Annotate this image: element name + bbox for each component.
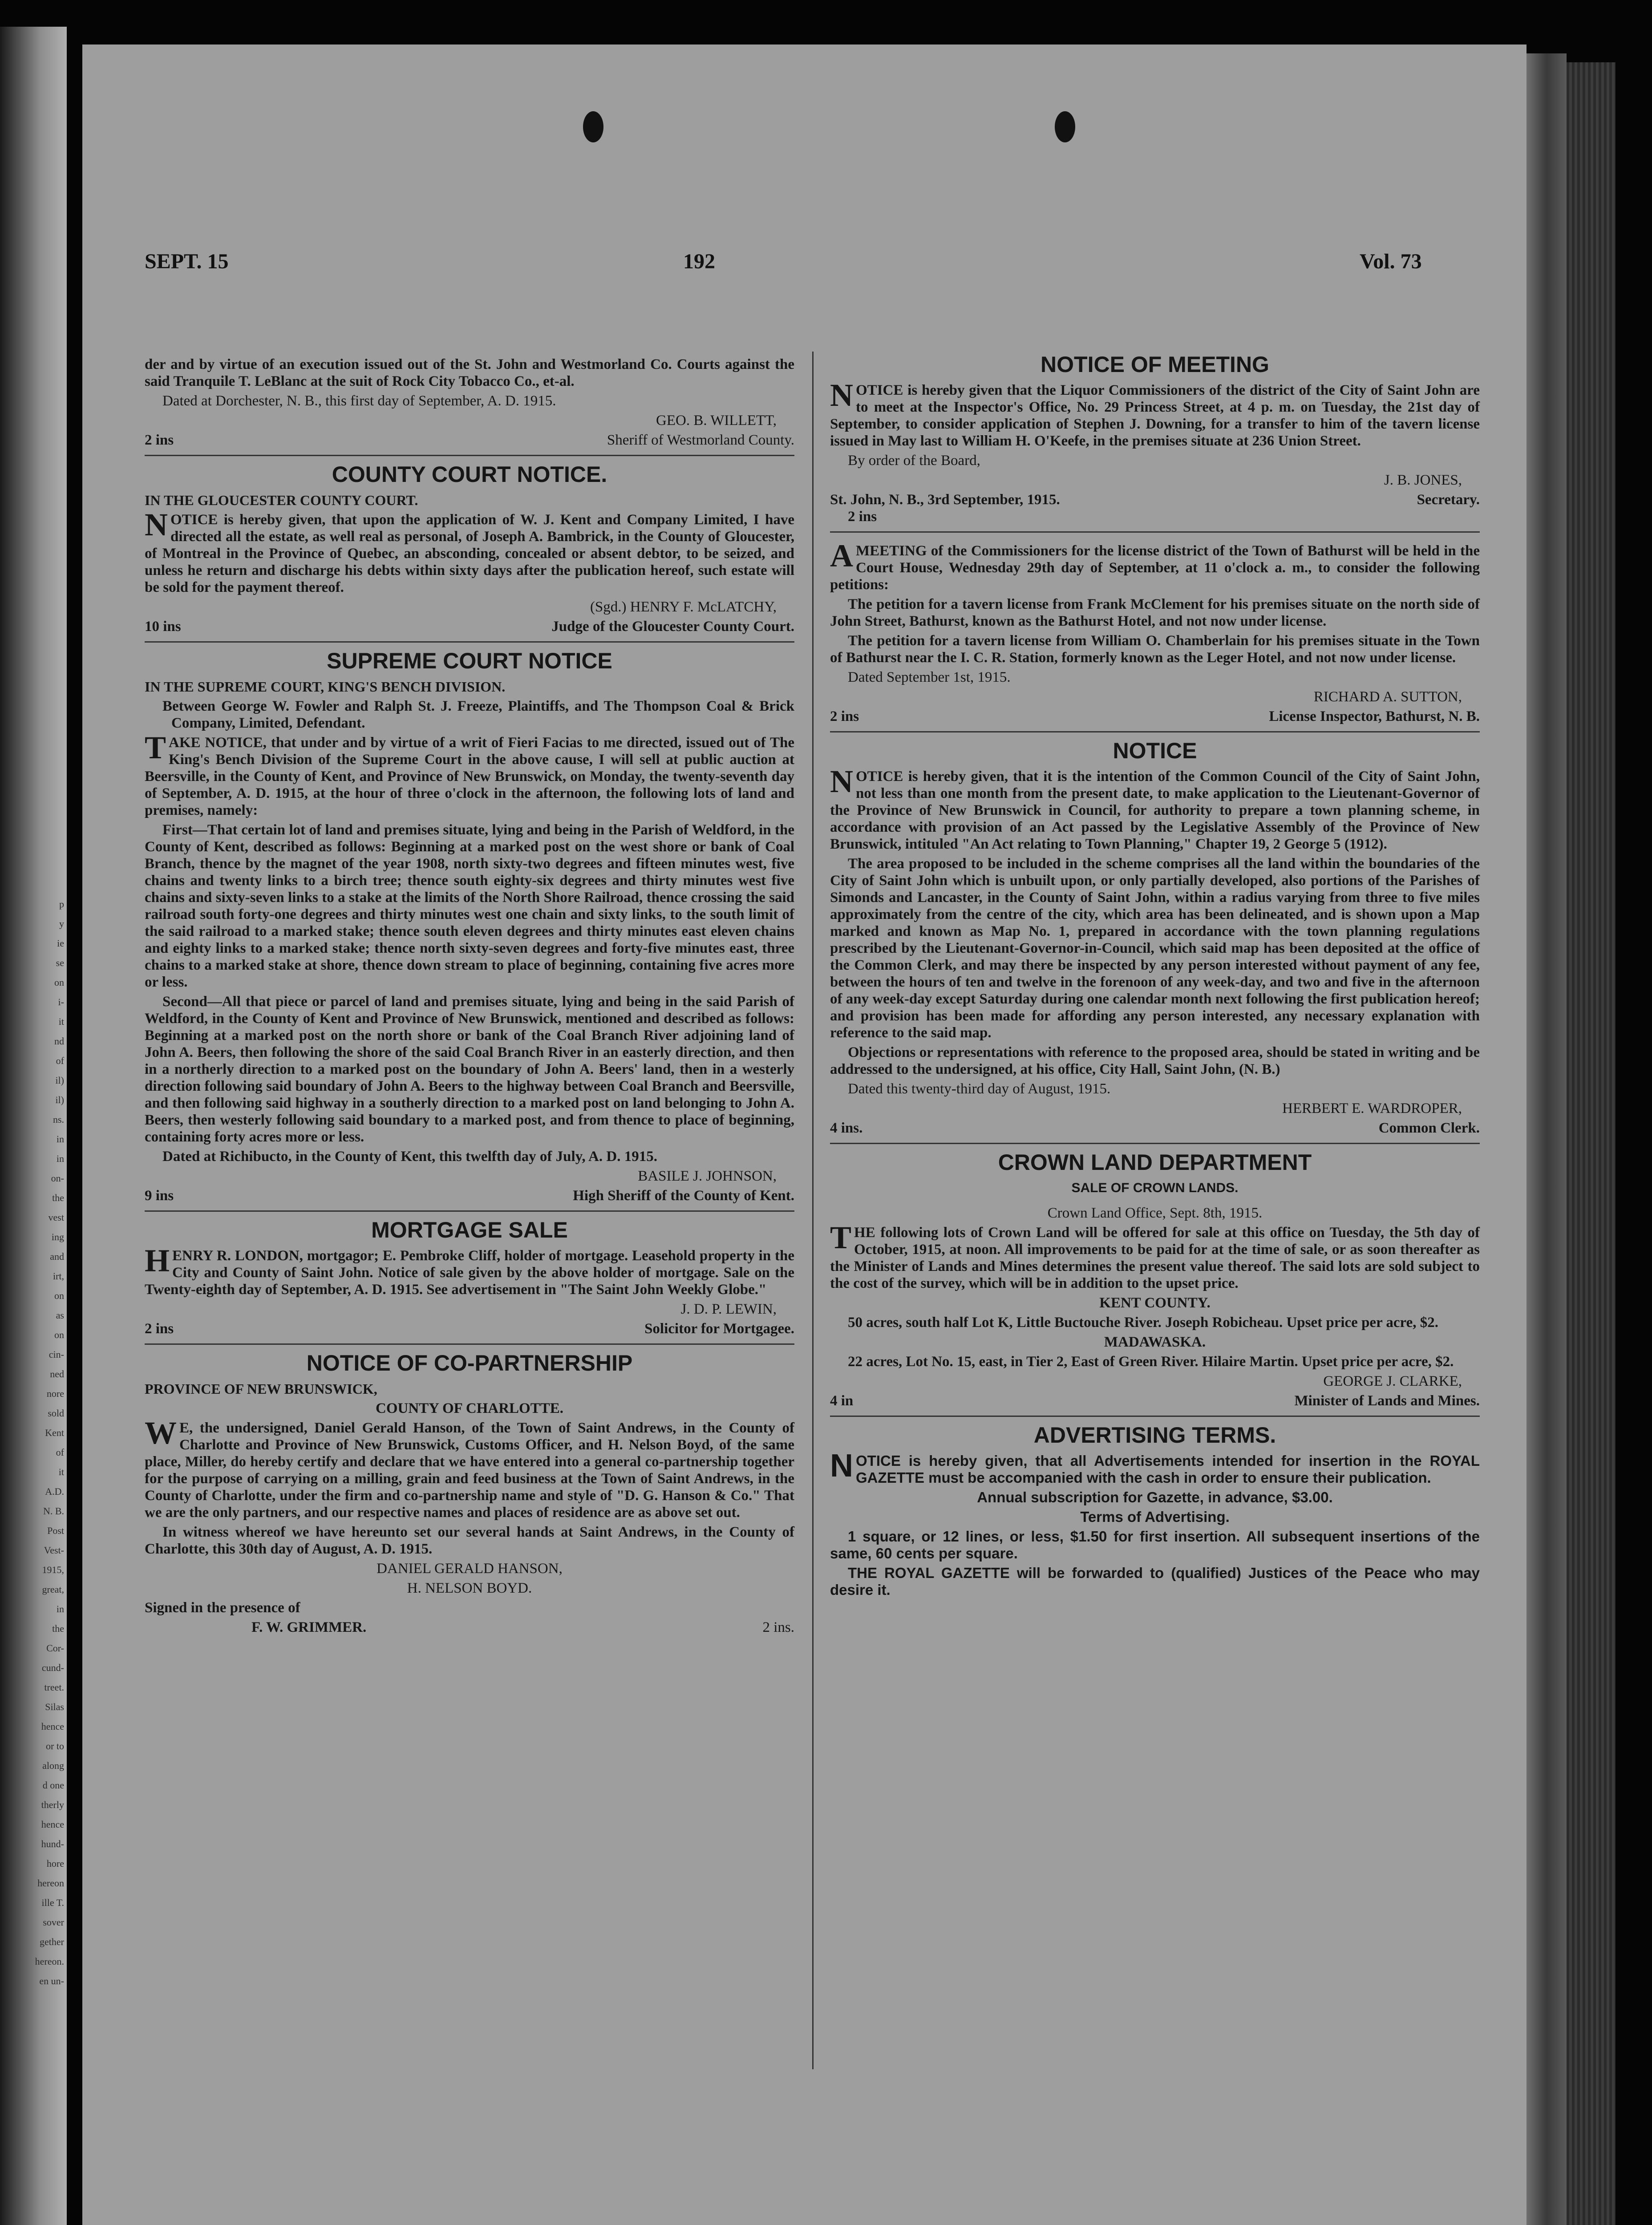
margin-fragment: along [42, 1760, 64, 1771]
supreme-court-signer: BASILE J. JOHNSON, [638, 1168, 777, 1184]
bathurst-title: License Inspector, Bathurst, N. B. [1269, 708, 1480, 724]
copartnership-signer-1: DANIEL GERALD HANSON, [377, 1561, 563, 1577]
margin-fragment: ie [57, 938, 64, 949]
margin-fragment: ing [51, 1231, 64, 1242]
margin-fragment: hence [41, 1819, 64, 1830]
county-court-notice [145, 462, 794, 635]
meeting-order: By order of the Board, [848, 453, 980, 469]
section-rule [145, 455, 794, 456]
margin-fragment: Kent [45, 1427, 64, 1438]
notice-heading: NOTICE [1113, 738, 1197, 763]
margin-fragment: nd [54, 1036, 64, 1047]
advertising-body: NOTICE is hereby given, that all Advertisements intended for insertion in the ROYAL GAZETTE must be accompanied with the cash in order to ensure their publication. [830, 1448, 1480, 1486]
sheriff-notice-text: der and by virtue of an execution issued out of the St. John and Westmorland Co. Courts against the said Tranquile T. LeBlanc at the suit of Rock City Tobacco Co., et-al. [145, 356, 794, 389]
copartnership-heading: NOTICE OF CO-PARTNERSHIP [306, 1351, 633, 1375]
adjacent-page-margin [0, 27, 67, 2225]
advertising-subscription: Annual subscription for Gazette, in advance, $3.00. [977, 1489, 1333, 1505]
notice-ins: 4 ins. [830, 1120, 863, 1136]
gazette-page [82, 44, 1526, 2225]
margin-fragment: gether [40, 1936, 64, 1947]
copartnership-ins: 2 ins. [762, 1619, 794, 1635]
margin-fragment: hore [46, 1858, 64, 1869]
page-edge-shadow [1526, 53, 1567, 2225]
supreme-court-notice [145, 648, 794, 1204]
notice-title: Common Clerk. [1378, 1120, 1480, 1136]
sheriff-notice-ins: 2 ins [145, 432, 174, 448]
margin-fragment: sold [48, 1408, 64, 1419]
margin-fragment: cund- [41, 1662, 64, 1673]
advertising-rates: 1 square, or 12 lines, or less, $1.50 for first insertion. All subsequent insertions of the same, 60 cents per square. [830, 1528, 1480, 1562]
supreme-court-p2: First—That certain lot of land and premises situate, lying and being in the Parish of Weldford, in the County of Kent, described as follows: Beginning at a marked post on the west shore or bank of Coal Branch, thence by the magnet of the year 1908, north sixty-two degrees and fifteen minutes west, five chains and twenty links to a birch tree; thence south eighty-six degrees and thirty minutes west five chains and sixty-seven links to a stake at the limits of the North Shore Railroad, thence crossing the said railroad south forty-one degrees and thirty minutes west one chain and sixty links, to the south limit of the said railroad to a marked stake; thence south eleven degrees and thirty minutes east eleven chains and eighty links to a marked stake; thence north sixty-seven degrees and forty-five minutes east, three chains to a marked stake at shore, thence down stream to place of beginning, containing five acres more or less. [145, 822, 794, 990]
margin-fragment: d one [42, 1780, 64, 1791]
margin-fragment: or to [46, 1740, 64, 1752]
advertising-terms [830, 1423, 1480, 1598]
mortgage-ins: 2 ins [145, 1321, 174, 1337]
margin-fragment: on [54, 977, 64, 988]
margin-fragment: on [54, 1329, 64, 1340]
binding-hole-right [1055, 111, 1075, 142]
margin-fragment: y [59, 918, 64, 929]
margin-fragment: nore [46, 1388, 64, 1399]
margin-fragment: i- [58, 996, 64, 1007]
copartnership-witness-name: F. W. GRIMMER. [251, 1619, 367, 1635]
margin-fragment: A.D. [45, 1486, 64, 1497]
sheriff-notice-dated: Dated at Dorchester, N. B., this first day of September, A. D. 1915. [162, 393, 556, 409]
mortgage-body: HENRY R. LONDON, mortgagor; E. Pembroke Cliff, holder of mortgage. Leasehold property in the City and County of Saint John. Notice of sale given by the above holder of mortgage. Sale on the Twenty-eighth day of September, A. D. 1915. See advertisement in "The Saint John Weekly Globe." [145, 1243, 794, 1298]
margin-fragment: great, [42, 1584, 64, 1595]
section-rule [830, 531, 1480, 533]
header-page-number: 192 [683, 250, 715, 273]
county-court-ins: 10 ins [145, 619, 181, 635]
notice-dated: Dated this twenty-third day of August, 1915. [848, 1081, 1111, 1097]
copartnership-signer-2: H. NELSON BOYD. [407, 1580, 532, 1596]
margin-fragment: of [56, 1447, 64, 1458]
margin-fragment: cin- [49, 1349, 64, 1360]
margin-fragment: sover [43, 1917, 64, 1928]
bathurst-ins: 2 ins [830, 708, 859, 724]
county-court-body: NOTICE is hereby given, that upon the application of W. J. Kent and Company Limited, I have directed all the estate, as well real as personal, of Joseph A. Bambrick, in the County of Gloucester, of Montreal in the Province of Quebec, an absconding, concealed or absent debtor, to be seized, and unless he return and discharge his debts within sixty days after the publication hereof, such estate will be sold for the payment thereof. [145, 507, 794, 595]
margin-fragment: in [56, 1603, 64, 1614]
margin-fragment: and [50, 1251, 64, 1262]
mortgage-sale [145, 1218, 794, 1337]
margin-fragment: the [52, 1623, 64, 1634]
margin-fragment: ille T. [41, 1897, 64, 1908]
supreme-court-title: High Sheriff of the County of Kent. [573, 1188, 794, 1204]
bathurst-signer: RICHARD A. SUTTON, [1313, 689, 1462, 705]
margin-fragment: hereon [37, 1877, 64, 1889]
meeting-notice [830, 352, 1480, 525]
section-rule [830, 1416, 1480, 1417]
margin-fragment: Vest- [44, 1545, 64, 1556]
town-planning-notice [830, 738, 1480, 1137]
meeting-ins: 2 ins [848, 509, 877, 525]
crown-kent-lot: 50 acres, south half Lot K, Little Buctouche River. Joseph Robicheau. Upset price per acre, $2. [848, 1315, 1438, 1331]
supreme-court-p3: Second—All that piece or parcel of land and premises situate, lying and being in the said Parish of Weldford, in the County of Kent and Province of New Brunswick, mentioned and described as follows: Beginning at a marked post on the north shore or bank of the Coal Branch River adjoining land of John A. Beers, then following the shore of the said Coal Branch River in an easterly direction, and then in a northerly direction to a marked post on the boundary of John A. Beers' land, then in a westerly direction following said boundary of John A. Beers to the highway between Coal Branch and Beersville, and then following said highway in a southerly direction to a marked post on land belonging to John A. Beers, then westerly following said boundary to a marked post, and from thence to place of beginning, containing forty acres more or less. [145, 994, 794, 1145]
section-rule [145, 1343, 794, 1345]
margin-fragment: ns. [53, 1114, 64, 1125]
margin-fragment: Cor- [46, 1642, 64, 1654]
margin-fragment: se [56, 957, 64, 968]
supreme-court-p1: TAKE NOTICE, that under and by virtue of a writ of Fieri Facias to me directed, issued out of The King's Bench Division of the Supreme Court in the above cause, I will sell at public auction at Beersville, in the County of Kent, and Province of New Brunswick, on Monday, the twenty-seventh day of September, A. D. 1915, at the hour of three o'clock in the afternoon, the following lots of land and premises, namely: [145, 730, 794, 818]
margin-fragment: therly [41, 1799, 64, 1810]
margin-fragment: of [56, 1055, 64, 1066]
crown-ins: 4 in [830, 1393, 854, 1409]
sheriff-notice [145, 356, 794, 449]
sheriff-notice-title: Sheriff of Westmorland County. [607, 432, 794, 448]
bathurst-p2: The petition for a tavern license from William O. Chamberlain for his premises situate in the Town of Bathurst near the I. C. R. Station, formerly known as the Leger Hotel, and not now under license. [830, 633, 1480, 666]
margin-fragment: on [54, 1290, 64, 1301]
county-court-title: Judge of the Gloucester County Court. [551, 619, 794, 635]
sheriff-notice-signer: GEO. B. WILLETT, [656, 413, 777, 429]
margin-fragment: the [52, 1192, 64, 1203]
margin-fragment: it [58, 1016, 64, 1027]
book-page-stack [1567, 62, 1616, 2225]
copartnership-body: WE, the undersigned, Daniel Gerald Hanson, of the Town of Saint Andrews, in the County of Charlotte and Province of New Brunswick, Customs Officer, and H. Nelson Boyd, of the same place, Miller, do hereby certify and declare that we have entered into a general co-partnership together for the purpose of carrying on a milling, grain and feed business at the Town of Saint Andrews, in the County of Charlotte, under the firm and co-partnership name and style of "D. G. Hanson & Co." That we are the only partners, and our respective names and places of residence are as above set out. [145, 1415, 794, 1521]
crown-title: Minister of Lands and Mines. [1294, 1393, 1480, 1409]
margin-fragment: as [56, 1310, 64, 1321]
margin-fragment: ned [50, 1368, 64, 1380]
advertising-terms-title: Terms of Advertising. [1080, 1509, 1230, 1525]
crown-heading: CROWN LAND DEPARTMENT [998, 1150, 1312, 1175]
margin-fragment: N. B. [43, 1505, 64, 1517]
crown-madawaska-lot: 22 acres, Lot No. 15, east, in Tier 2, East of Green River. Hilaire Martin. Upset price per acre, $2. [848, 1354, 1454, 1370]
margin-fragment: hereon. [35, 1956, 64, 1967]
copartnership-province: PROVINCE OF NEW BRUNSWICK, [145, 1381, 377, 1397]
section-rule [145, 1210, 794, 1212]
section-rule [830, 731, 1480, 732]
margin-fragment: p [59, 898, 64, 910]
crown-kent: KENT COUNTY. [1099, 1295, 1211, 1311]
mortgage-signer: J. D. P. LEWIN, [680, 1301, 777, 1317]
meeting-dated: St. John, N. B., 3rd September, 1915. [830, 492, 1060, 508]
margin-fragment: hund- [41, 1838, 64, 1849]
section-rule [830, 1143, 1480, 1144]
meeting-signer: J. B. JONES, [1384, 472, 1462, 488]
county-court-heading: COUNTY COURT NOTICE. [332, 462, 607, 487]
crown-signer: GEORGE J. CLARKE, [1323, 1373, 1462, 1389]
margin-fragment: on- [51, 1173, 64, 1184]
margin-fragment: hence [41, 1721, 64, 1732]
meeting-body: NOTICE is hereby given that the Liquor Commissioners of the district of the City of Saint John are to meet at the Inspector's Office, No. 29 Princess Street, at 4 p. m. on Tuesday, the 21st day of September, to consider application of Stephen J. Downing, for a transfer to him of the tavern license issued in May last to William H. O'Keefe, in the premises situate at 236 Union Street. [830, 377, 1480, 449]
right-column [830, 352, 1480, 1601]
notice-p1: NOTICE is hereby given, that it is the intention of the Common Council of the City of Saint John, not less than one month from the present date, to make application to the Lieutenant-Governor of the Province of New Brunswick in Council, for authority to prepare a town planning scheme, in accordance with provision of an Act passed by the Legislative Assembly of the Province of New Brunswick, intituled "An Act relating to Town Planning," Chapter 19, 2 George 5 (1912). [830, 764, 1480, 852]
column-divider [812, 352, 814, 2069]
margin-fragment: in [56, 1153, 64, 1164]
crown-subheading: SALE OF CROWN LANDS. [1071, 1181, 1239, 1195]
section-rule [145, 641, 794, 643]
crown-madawaska: MADAWASKA. [1104, 1334, 1206, 1350]
header-date: SEPT. 15 [145, 250, 229, 273]
crown-body: THE following lots of Crown Land will be offered for sale at this office on Tuesday, the 5th day of October, 1915, at noon. All improvements to be paid for at the time of sale, or as soon thereafter as the Minister of Lands and Mines determines the present value thereof. The said lots are sold subject to the cost of the survey, which will be in addition to the upset price. [830, 1220, 1480, 1291]
notice-signer: HERBERT E. WARDROPER, [1282, 1100, 1462, 1117]
copartnership-presence: Signed in the presence of [145, 1600, 300, 1616]
margin-fragment: vest [48, 1212, 64, 1223]
binding-hole-left [583, 111, 603, 142]
supreme-court-court: IN THE SUPREME COURT, KING'S BENCH DIVISION. [145, 679, 506, 695]
copartnership-county: COUNTY OF CHARLOTTE. [375, 1400, 563, 1416]
margin-fragment: Silas [45, 1701, 64, 1712]
margin-fragment: treet. [44, 1682, 64, 1693]
county-court-signer: (Sgd.) HENRY F. McLATCHY, [590, 599, 777, 615]
supreme-court-ins: 9 ins [145, 1188, 174, 1204]
bathurst-body: AMEETING of the Commissioners for the license district of the Town of Bathurst will be held in the Court House, Wednesday 29th day of September, at 11 o'clock a. m., to consider the following petitions: [830, 538, 1480, 593]
margin-fragment: 1915, [42, 1564, 64, 1575]
margin-fragment: Post [47, 1525, 64, 1536]
copartnership-witness: In witness whereof we have hereunto set our several hands at Saint Andrews, in the County of Charlotte, this 30th day of August, A. D. 1915. [145, 1524, 794, 1557]
margin-fragment: en un- [39, 1975, 64, 1986]
margin-fragment: irt, [53, 1270, 64, 1282]
margin-fragment: it [58, 1466, 64, 1477]
mortgage-title: Solicitor for Mortgagee. [644, 1321, 794, 1337]
margin-fragment: in [56, 1133, 64, 1145]
advertising-heading: ADVERTISING TERMS. [1033, 1423, 1276, 1448]
supreme-court-parties: Between George W. Fowler and Ralph St. J. Freeze, Plaintiffs, and The Thompson Coal & Brick Company, Limited, Defendant. [162, 698, 794, 731]
margin-fragment: il) [55, 1075, 64, 1086]
mortgage-heading: MORTGAGE SALE [371, 1218, 568, 1242]
copartnership-notice [145, 1351, 794, 1636]
meeting-title: Secretary. [1417, 492, 1480, 508]
notice-p2: The area proposed to be included in the scheme comprises all the land within the boundaries of the City of Saint John which is unbuilt upon, or only partially developed, also portions of the Parishes of Simonds and Lancaster, in the County of Saint John, within a radius varying from three to five miles approximately from the centre of the city, which area has been delineated, and is shown upon a Map marked and known as Map No. 1, prepared in accordance with the town planning regulations prescribed by the Lieutenant-Governor-in-Council, which said map has been deposited at the office of the Common Clerk, and may there be inspected by any person interested without payment of any fee, between the hours of ten and twelve in the forenoon of any week-day, and two and five in the afternoon of any week-day except Saturday during one calendar month next following the first publication hereof; and provision has been made for affording any person interested, any necessary explanation with reference to the said map. [830, 856, 1480, 1041]
bathurst-p1: The petition for a tavern license from Frank McClement for his premises situate on the north side of John Street, Bathurst, known as the Bathurst Hotel, and not now under license. [830, 596, 1480, 629]
supreme-court-heading: SUPREME COURT NOTICE [327, 648, 612, 673]
supreme-court-dated: Dated at Richibucto, in the County of Kent, this twelfth day of July, A. D. 1915. [162, 1149, 657, 1165]
bathurst-dated: Dated September 1st, 1915. [848, 669, 1011, 685]
advertising-forward: THE ROYAL GAZETTE will be forwarded to (qualified) Justices of the Peace who may desire it. [830, 1565, 1480, 1598]
header-volume: Vol. 73 [1360, 250, 1422, 273]
notice-p3: Objections or representations with reference to the proposed area, should be stated in writing and be addressed to the undersigned, at his office, City Hall, Saint John, (N. B.) [830, 1044, 1480, 1077]
crown-land-notice [830, 1150, 1480, 1409]
meeting-heading: NOTICE OF MEETING [1041, 352, 1269, 377]
bathurst-license-notice [830, 538, 1480, 725]
margin-fragment: il) [55, 1094, 64, 1105]
crown-office: Crown Land Office, Sept. 8th, 1915. [1047, 1205, 1263, 1221]
left-column [145, 356, 794, 1636]
county-court-court: IN THE GLOUCESTER COUNTY COURT. [145, 492, 418, 508]
